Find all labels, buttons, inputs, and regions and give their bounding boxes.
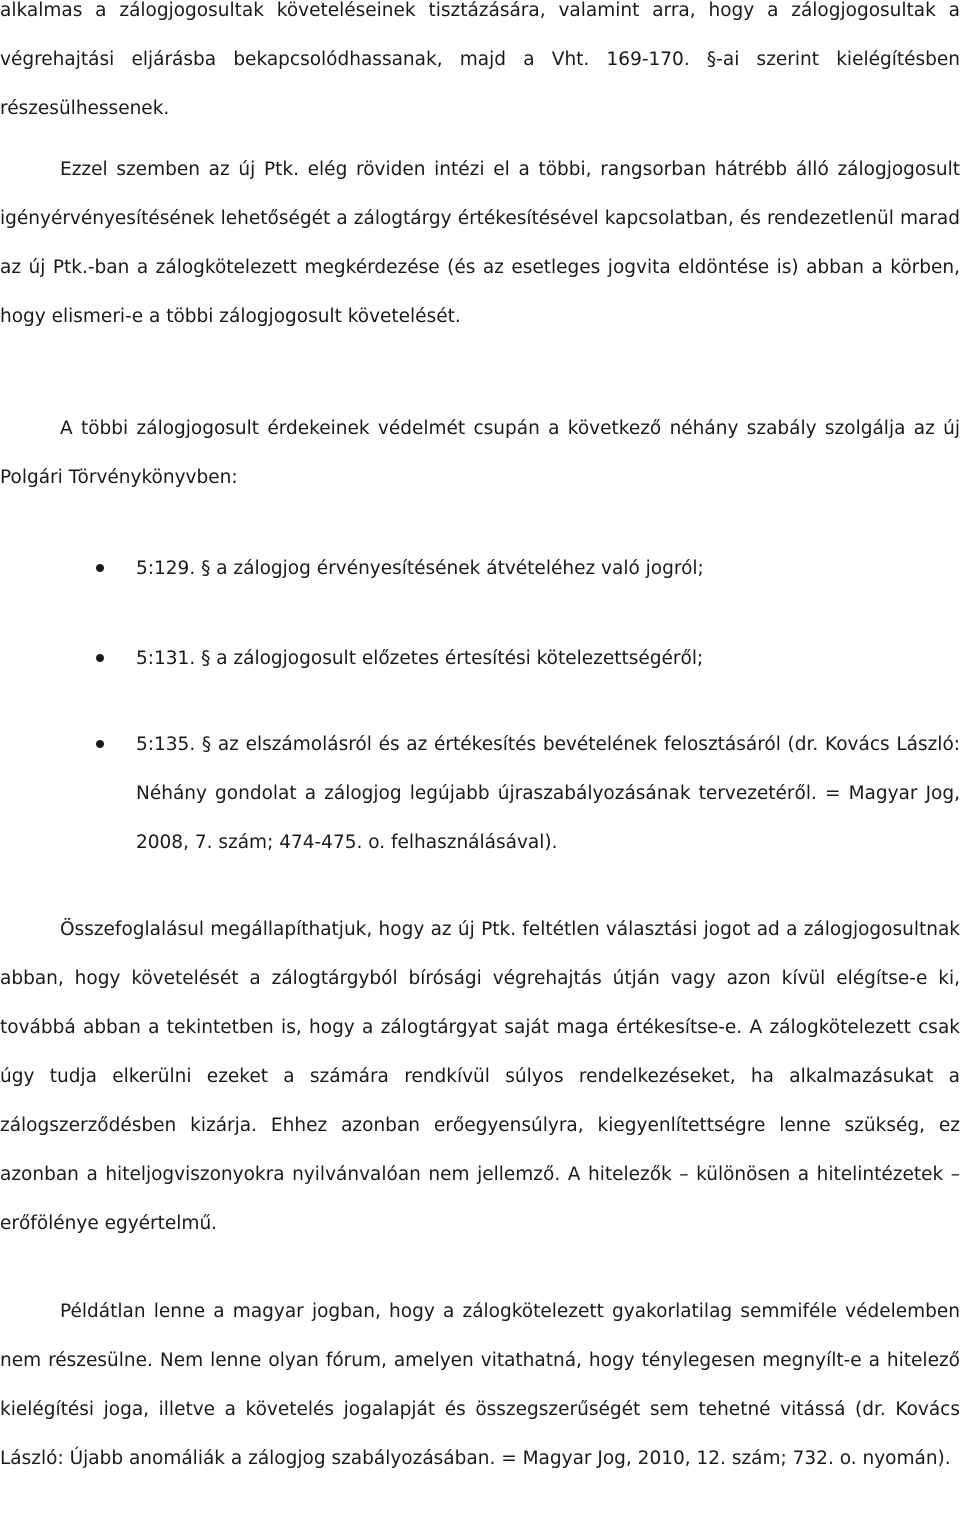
bullet-icon	[96, 740, 104, 748]
paragraph-summary: Összefoglalásul megállapíthatjuk, hogy az új Ptk. feltétlen választási jogot ad a zálogjogosultnak abban, hogy követelését a zálogtárgyból bírósági végrehajtás útján vagy azon kívül elégítse-e ki, továbbá abban a tekintetben is, hogy a zálogtárgyat saját maga értékesítse-e. A zálogkötelezett csak úgy tudja elkerülni ezeket a számára rendkívül súlyos rendelkezéseket, ha alkalmazásukat a zálogszerződésben kizárja. Ehhez azonban erőegyensúlyra, kiegyenlítettségre lenne szükség, ez azonban a hiteljogviszonyokra nyilvánvalóan nem jellemző. A hitelezők – különösen a hitelintézetek – erőfölénye egyértelmű.	[0, 919, 960, 1234]
paragraph-enforcement-procedure: alkalmas a zálogjogosultak követeléseinek tisztázására, valamint arra, hogy a zálogjogosultak a végrehajtási eljárásba bekapcsolódhassanak, majd a Vht. 169-170. §-ai szerint kielégítésben részesülhessenek.	[0, 0, 960, 119]
bullet-text: 5:135. § az elszámolásról és az értékesítés bevételének felosztásáról (dr. Kovács László: Néhány gondolat a zálogjog legújabb újraszabályozásának tervezetéről. = Magyar Jog, 2008, 7. szám; 474-475. o. felhasználásával).	[136, 734, 960, 853]
paragraph-debtor-protection: Példátlan lenne a magyar jogban, hogy a zálogkötelezett gyakorlatilag semmiféle védelemben nem részesülne. Nem lenne olyan fórum, amelyen vitathatná, hogy ténylegesen megnyílt-e a hitelező kielégítési joga, illetve a követelés jogalapját és összegszerűségét sem tehetné vitássá (dr. Kovács László: Újabb anomáliák a zálogjog szabályozásában. = Magyar Jog, 2010, 12. szám; 732. o. nyomán).	[0, 1301, 960, 1469]
bullet-icon	[96, 564, 104, 572]
paragraph-rules-intro: A többi zálogjogosult érdekeinek védelmét csupán a következő néhány szabály szolgálja az új Polgári Törvénykönyvben:	[0, 418, 960, 488]
bullet-text: 5:131. § a zálogjogosult előzetes értesítési kötelezettségéről;	[136, 648, 704, 669]
bullet-icon	[96, 654, 104, 662]
bullet-text: 5:129. § a zálogjog érvényesítésének átvételéhez való jogról;	[136, 558, 704, 579]
paragraph-new-ptk-shortcomings: Ezzel szemben az új Ptk. elég röviden intézi el a többi, rangsorban hátrébb álló zálogjogosult igényérvényesítésének lehetőségét a zálogtárgy értékesítésével kapcsolatban, és rendezetlenül marad az új Ptk.-ban a zálogkötelezett megkérdezése (és az esetleges jogvita eldöntése is) abban a körben, hogy elismeri-e a többi zálogjogosult követelését.	[0, 159, 960, 327]
